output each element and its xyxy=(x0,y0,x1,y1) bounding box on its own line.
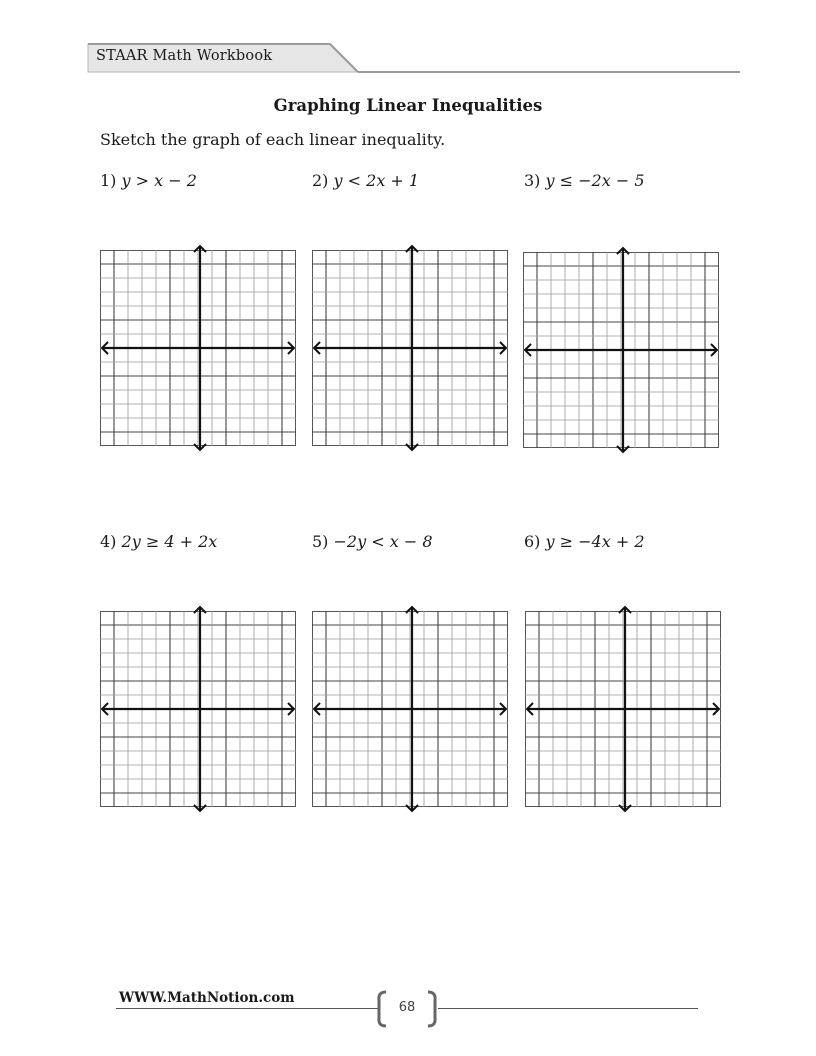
page-number-frame xyxy=(376,990,438,1028)
problem-3-label xyxy=(524,171,645,190)
page-header xyxy=(0,0,816,90)
grid-svg xyxy=(525,611,721,807)
problem-number: 4) xyxy=(100,532,117,551)
problem-expression: 2y ≥ 4 + 2x xyxy=(121,532,218,551)
problem-number: 2) xyxy=(312,171,329,190)
instructions: Sketch the graph of each linear inequality. xyxy=(100,130,446,149)
coordinate-grid-3[interactable] xyxy=(523,252,719,448)
problem-2-label xyxy=(312,171,419,190)
grid-svg xyxy=(523,252,719,448)
grid-svg xyxy=(312,250,508,446)
grid-svg xyxy=(100,611,296,807)
footer-divider xyxy=(438,1008,698,1009)
coordinate-grid-4[interactable] xyxy=(100,611,296,807)
workbook-title: STAAR Math Workbook xyxy=(96,48,273,64)
problem-5-label xyxy=(312,532,433,551)
coordinate-grid-5[interactable] xyxy=(312,611,508,807)
problem-6-label xyxy=(524,532,645,551)
page-number: 68 xyxy=(398,1000,416,1015)
grid-svg xyxy=(312,611,508,807)
footer-divider xyxy=(116,1008,378,1009)
coordinate-grid-1[interactable] xyxy=(100,250,296,446)
problem-expression: y ≤ −2x − 5 xyxy=(545,171,645,190)
problem-1-label xyxy=(100,171,197,190)
grid-svg xyxy=(100,250,296,446)
coordinate-grid-6[interactable] xyxy=(525,611,721,807)
problem-expression: y > x − 2 xyxy=(121,171,197,190)
problem-expression: y < 2x + 1 xyxy=(333,171,420,190)
problem-expression: −2y < x − 8 xyxy=(333,532,433,551)
problem-number: 5) xyxy=(312,532,329,551)
coordinate-grid-2[interactable] xyxy=(312,250,508,446)
problem-number: 3) xyxy=(524,171,541,190)
problem-number: 1) xyxy=(100,171,117,190)
problem-4-label xyxy=(100,532,217,551)
header-tab-shape xyxy=(0,0,816,90)
problem-expression: y ≥ −4x + 2 xyxy=(545,532,645,551)
problem-number: 6) xyxy=(524,532,541,551)
page-title: Graphing Linear Inequalities xyxy=(273,96,543,115)
footer-website: WWW.MathNotion.com xyxy=(119,990,295,1006)
